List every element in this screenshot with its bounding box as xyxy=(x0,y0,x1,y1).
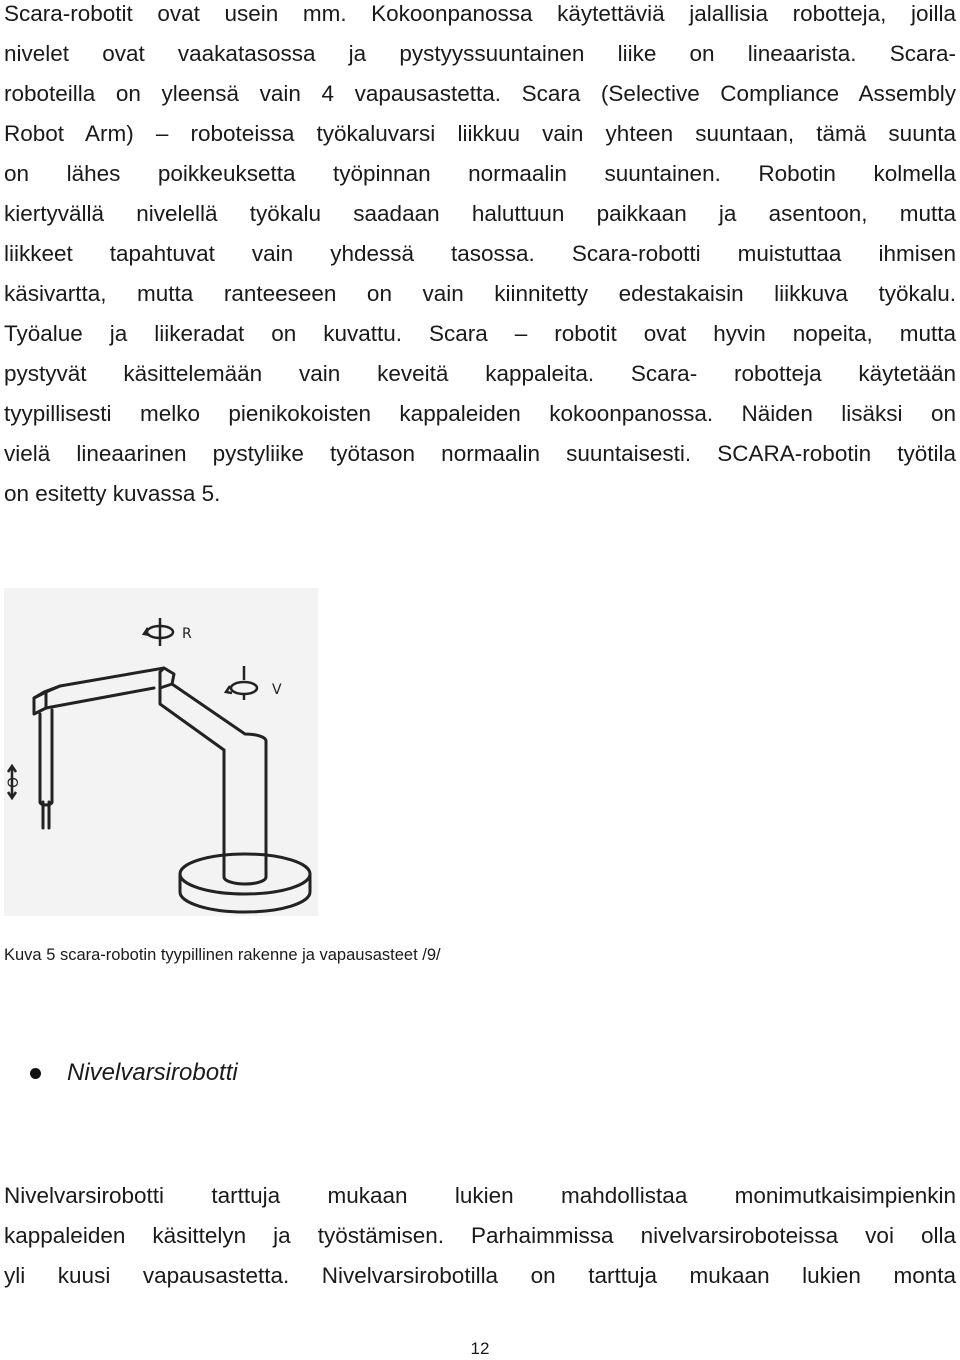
text-line: nivelet ovat vaakatasossa ja pystyyssuuntainen liike on lineaarista. Scara- xyxy=(4,41,956,66)
text-line: yli kuusi vapausastetta. Nivelvarsirobotilla on tarttuja mukaan lukien monta xyxy=(4,1263,956,1288)
text-line: liikkeet tapahtuvat vain yhdessä tasossa. Scara-robotti muistuttaa ihmisen xyxy=(4,241,956,266)
text-line: on esitetty kuvassa 5. xyxy=(4,481,221,506)
page-number: 12 xyxy=(470,1339,490,1358)
rotation-v-icon xyxy=(226,666,257,700)
rotation-r-icon xyxy=(144,618,173,646)
robot-wrist xyxy=(40,710,52,802)
robot-arm-2 xyxy=(160,684,266,758)
text-line: kiertyvällä nivelellä työkalu saadaan haluttuun paikkaan ja asentoon, mutta xyxy=(4,201,956,226)
label-v: V xyxy=(272,682,282,698)
bullet-heading: Nivelvarsirobotti xyxy=(67,1059,238,1086)
text-line: käsivartta, mutta ranteeseen on vain kiinnitetty edestakaisin liikkuva työkalu. xyxy=(4,281,956,306)
text-line: pystyvät käsittelemään vain keveitä kappaleita. Scara- robotteja käytetään xyxy=(4,361,956,386)
scara-robot-drawing xyxy=(4,588,318,916)
text-line: on lähes poikkeuksetta työpinnan normaalin suuntainen. Robotin kolmella xyxy=(4,161,956,186)
text-line: Robot Arm) – roboteissa työkaluvarsi liikkuu vain yhteen suuntaan, tämä suunta xyxy=(4,121,956,146)
robot-base-top xyxy=(180,854,310,894)
label-o: O xyxy=(6,776,22,788)
text-line: Nivelvarsirobotti tarttuja mukaan lukien mahdollistaa monimutkaisimpienkin xyxy=(4,1183,956,1208)
robot-arm-1 xyxy=(46,668,164,708)
text-line: tyypillisesti melko pienikokoisten kappaleiden kokoonpanossa. Näiden lisäksi on xyxy=(4,401,956,426)
text-line: kappaleiden käsittelyn ja työstämisen. Parhaimmissa nivelvarsiroboteissa voi olla xyxy=(4,1223,956,1248)
text-line: roboteilla on yleensä vain 4 vapausastetta. Scara (Selective Compliance Assembly xyxy=(4,81,956,106)
scara-robot-figure xyxy=(4,588,318,916)
text-line: Työalue ja liikeradat on kuvattu. Scara – robotit ovat hyvin nopeita, mutta xyxy=(4,321,956,346)
text-line: Scara-robotit ovat usein mm. Kokoonpanossa käytettäviä jalallisia robotteja, joilla xyxy=(4,1,956,26)
label-r: R xyxy=(182,626,192,642)
figure-caption: Kuva 5 scara-robotin tyypillinen rakenne ja vapausasteet /9/ xyxy=(4,946,441,964)
bullet-icon xyxy=(30,1068,41,1079)
text-line: vielä lineaarinen pystyliike työtason normaalin suuntaisesti. SCARA-robotin työtila xyxy=(4,441,956,466)
robot-column xyxy=(224,758,266,876)
bullet-item xyxy=(30,1056,238,1090)
